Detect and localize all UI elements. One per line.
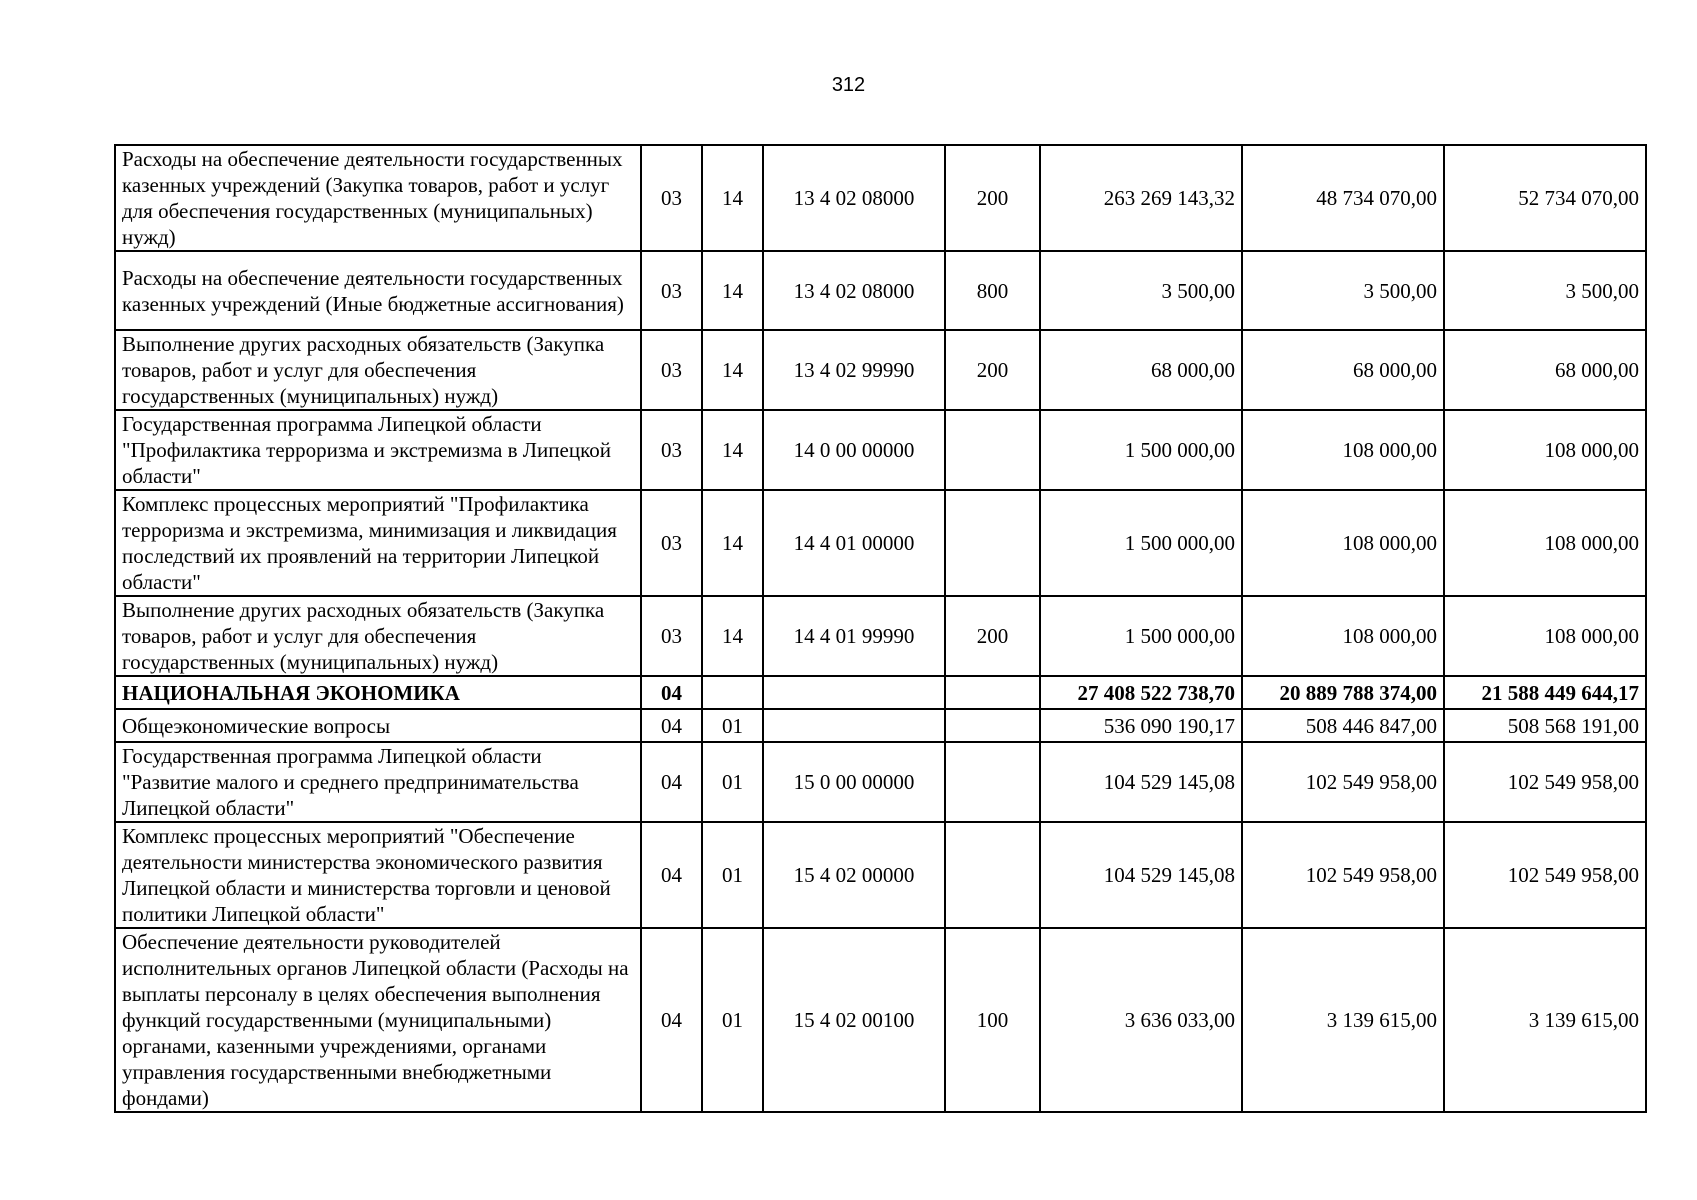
expense-name-cell: Выполнение других расходных обязательств (Закупка товаров, работ и услуг для обеспечения государственных (муниципальных) нужд): [115, 596, 641, 676]
amount-cell-2: 102 549 958,00: [1242, 822, 1444, 928]
expense-type-cell: 200: [945, 145, 1040, 251]
amount-cell-3: 102 549 958,00: [1444, 822, 1646, 928]
amount-cell-1: 3 500,00: [1040, 251, 1242, 330]
table-row: [115, 251, 1646, 330]
amount-cell-2: 48 734 070,00: [1242, 145, 1444, 251]
section-code-cell: 04: [641, 709, 702, 742]
amount-cell-1: 1 500 000,00: [1040, 490, 1242, 596]
amount-cell-3: 102 549 958,00: [1444, 742, 1646, 822]
expense-name-cell: НАЦИОНАЛЬНАЯ ЭКОНОМИКА: [115, 676, 641, 709]
expense-type-cell: [945, 742, 1040, 822]
expense-name-cell: Государственная программа Липецкой области "Профилактика терроризма и экстремизма в Липецкой области": [115, 410, 641, 490]
amount-cell-2: 108 000,00: [1242, 490, 1444, 596]
expense-name-cell: Комплекс процессных мероприятий "Обеспечение деятельности министерства экономического развития Липецкой области и министерства торговли и ценовой политики Липецкой области": [115, 822, 641, 928]
subsection-code-cell: 14: [702, 596, 763, 676]
amount-cell-3: 21 588 449 644,17: [1444, 676, 1646, 709]
expense-type-cell: [945, 709, 1040, 742]
target-article-cell: 15 0 00 00000: [763, 742, 945, 822]
table-body: [115, 145, 1646, 1112]
expense-type-cell: [945, 410, 1040, 490]
expense-type-cell: 800: [945, 251, 1040, 330]
section-code-cell: 03: [641, 145, 702, 251]
target-article-cell: 14 0 00 00000: [763, 410, 945, 490]
expense-type-cell: 100: [945, 928, 1040, 1112]
section-code-cell: 03: [641, 490, 702, 596]
subsection-code-cell: 14: [702, 145, 763, 251]
amount-cell-2: 108 000,00: [1242, 410, 1444, 490]
target-article-cell: 15 4 02 00100: [763, 928, 945, 1112]
amount-cell-3: 108 000,00: [1444, 410, 1646, 490]
expense-type-cell: [945, 490, 1040, 596]
amount-cell-2: 108 000,00: [1242, 596, 1444, 676]
amount-cell-2: 102 549 958,00: [1242, 742, 1444, 822]
amount-cell-1: 104 529 145,08: [1040, 742, 1242, 822]
table-row: [115, 676, 1646, 709]
section-code-cell: 04: [641, 928, 702, 1112]
table-row: [115, 145, 1646, 251]
expense-name-cell: Общеэкономические вопросы: [115, 709, 641, 742]
page-number: 312: [831, 74, 866, 96]
amount-cell-2: 3 500,00: [1242, 251, 1444, 330]
amount-cell-3: 108 000,00: [1444, 490, 1646, 596]
table-row: [115, 742, 1646, 822]
amount-cell-1: 27 408 522 738,70: [1040, 676, 1242, 709]
amount-cell-1: 68 000,00: [1040, 330, 1242, 410]
section-code-cell: 03: [641, 330, 702, 410]
section-code-cell: 03: [641, 251, 702, 330]
amount-cell-3: 508 568 191,00: [1444, 709, 1646, 742]
amount-cell-2: 3 139 615,00: [1242, 928, 1444, 1112]
table-row: [115, 709, 1646, 742]
amount-cell-1: 104 529 145,08: [1040, 822, 1242, 928]
subsection-code-cell: 14: [702, 251, 763, 330]
expense-type-cell: [945, 822, 1040, 928]
subsection-code-cell: 01: [702, 709, 763, 742]
expense-name-cell: Комплекс процессных мероприятий "Профилактика терроризма и экстремизма, минимизация и ликвидация последствий их проявлений на территории Липецкой области": [115, 490, 641, 596]
amount-cell-1: 1 500 000,00: [1040, 596, 1242, 676]
amount-cell-3: 3 139 615,00: [1444, 928, 1646, 1112]
target-article-cell: [763, 676, 945, 709]
subsection-code-cell: 01: [702, 928, 763, 1112]
amount-cell-1: 1 500 000,00: [1040, 410, 1242, 490]
amount-cell-2: 68 000,00: [1242, 330, 1444, 410]
expense-type-cell: 200: [945, 596, 1040, 676]
table-row: [115, 330, 1646, 410]
target-article-cell: 14 4 01 00000: [763, 490, 945, 596]
section-code-cell: 03: [641, 596, 702, 676]
target-article-cell: [763, 709, 945, 742]
amount-cell-1: 3 636 033,00: [1040, 928, 1242, 1112]
expense-type-cell: [945, 676, 1040, 709]
subsection-code-cell: 01: [702, 822, 763, 928]
expense-name-cell: Расходы на обеспечение деятельности государственных казенных учреждений (Закупка товаров, работ и услуг для обеспечения государственных (муниципальных) нужд): [115, 145, 641, 251]
section-code-cell: 04: [641, 742, 702, 822]
table-row: [115, 928, 1646, 1112]
expense-name-cell: Выполнение других расходных обязательств (Закупка товаров, работ и услуг для обеспечения государственных (муниципальных) нужд): [115, 330, 641, 410]
amount-cell-3: 52 734 070,00: [1444, 145, 1646, 251]
subsection-code-cell: 14: [702, 330, 763, 410]
amount-cell-2: 20 889 788 374,00: [1242, 676, 1444, 709]
table-row: [115, 410, 1646, 490]
table-row: [115, 822, 1646, 928]
target-article-cell: 14 4 01 99990: [763, 596, 945, 676]
subsection-code-cell: [702, 676, 763, 709]
table-row: [115, 490, 1646, 596]
subsection-code-cell: 01: [702, 742, 763, 822]
expense-name-cell: Обеспечение деятельности руководителей исполнительных органов Липецкой области (Расходы на выплаты персоналу в целях обеспечения выполнения функций государственными (муниципальными) органами, казенными учреждениями, органами управления государственными внебюджетными фондами): [115, 928, 641, 1112]
target-article-cell: 15 4 02 00000: [763, 822, 945, 928]
expense-name-cell: Расходы на обеспечение деятельности государственных казенных учреждений (Иные бюджетные ассигнования): [115, 251, 641, 330]
amount-cell-1: 263 269 143,32: [1040, 145, 1242, 251]
section-code-cell: 03: [641, 410, 702, 490]
subsection-code-cell: 14: [702, 490, 763, 596]
expense-type-cell: 200: [945, 330, 1040, 410]
table-row: [115, 596, 1646, 676]
section-code-cell: 04: [641, 822, 702, 928]
amount-cell-3: 3 500,00: [1444, 251, 1646, 330]
budget-table: [114, 144, 1647, 1113]
section-code-cell: 04: [641, 676, 702, 709]
expense-name-cell: Государственная программа Липецкой области "Развитие малого и среднего предпринимательства Липецкой области": [115, 742, 641, 822]
amount-cell-3: 68 000,00: [1444, 330, 1646, 410]
amount-cell-3: 108 000,00: [1444, 596, 1646, 676]
amount-cell-2: 508 446 847,00: [1242, 709, 1444, 742]
subsection-code-cell: 14: [702, 410, 763, 490]
target-article-cell: 13 4 02 08000: [763, 145, 945, 251]
amount-cell-1: 536 090 190,17: [1040, 709, 1242, 742]
target-article-cell: 13 4 02 08000: [763, 251, 945, 330]
target-article-cell: 13 4 02 99990: [763, 330, 945, 410]
